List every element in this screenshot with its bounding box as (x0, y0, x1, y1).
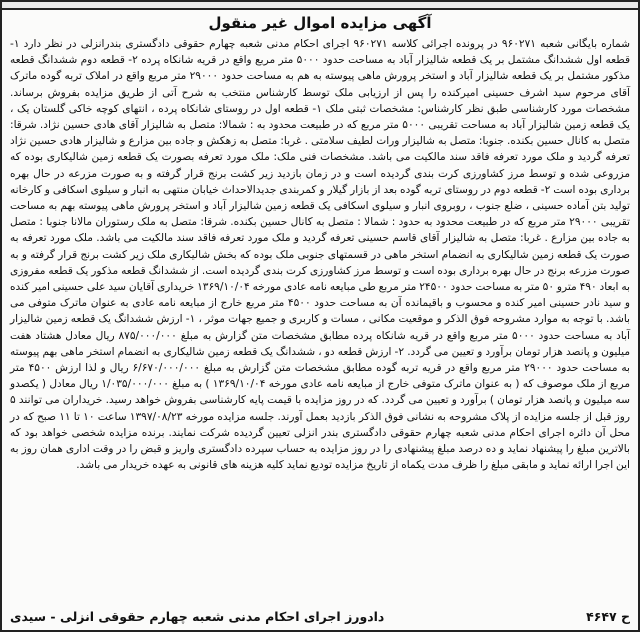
notice-signature: دادورز اجرای احکام مدنی شعبه چهارم حقوقی انزلی - سیدی (10, 609, 385, 624)
top-rule (2, 2, 638, 10)
notice-body (2, 36, 638, 473)
notice-code: ح ۴۶۴۷ (586, 609, 630, 624)
notice-footer (10, 608, 630, 626)
notice-paragraph: شماره بایگانی شعبه ۹۶۰۲۷۱ در پرونده اجرائی کلاسه ۹۶۰۲۷۱ اجرای احکام مدنی شعبه چهارم حقوقی دادگستری بندرانزلی در نظر دارد ۱- قطعه اول ششدانگ مشتمل بر یک قطعه شالیزار آباد به مساحت حدود ۵۰۰۰ متر مربع واقع در قریه شانکاه پرده ۲- قطعه دوم ششدانگ قطعه مذکور مشتمل بر یک قطعه شالیزار آباد و استخر پرورش ماهی پیوسته به هم به مساحت حدود ۲۹۰۰۰ متر مربع واقع در املاک تربه گوده ماترک آقای مرحوم سید اشرف حسینی امیرکنده را پس از ارزیابی ملک توسط کارشناس منتخب به شرح آتی از طریق مزایده بفروش برساند. مشخصات مورد کارشناسی طبق نظر کارشناس: مشخصات ثبتی ملک ۱- قطعه اول در روستای شانکاه پرده ، انتهای کوچه خاکی گلستان یک ، یک قطعه زمین شالیزار آباد به مساحت تقریبی ۵۰۰۰ متر مربع که در طبیعت محدود به : شمالا: متصل به شالیزار آقای هادی حسین نژاد. شرقا: متصل به کانال حسین بکنده. جنوبا: متصل به شالیزار ورات لطیف سلامتی . غربا: متصل به زهکش و جاده بین مزارع و شالیزار هادی حسین نژاد تعرفه گردید و ملک مورد تعرفه فاقد سند مالکیت می باشد. مشخصات فنی ملک: ملک مورد تعرفه بصورت یک قطعه زمین شالیکاری بوده که مزروعی شده و توسط مرز کشاورزی کرت بندی گردیده است و در زمان بازدید زیر کشت برنج قرار گرفته و به صورت مزرعه در حال بهره برداری بوده است ۲- قطعه دوم در روستای تربه گوده بعد از بازار گیلار و کمربندی جدیدالاحداث خیابان منتهی به انبار و سیلوی اسکافی و کارخانه تولید بتن آماده حسینی ، ضلع جنوب ، روبروی انبار و سیلوی اسکافی یک قطعه زمین شالیزار آباد و استخر پرورش ماهی پیوسته بهم به مساحت تقریبی ۲۹۰۰۰ متر مربع که در طبیعت محدود به حدود : شمالا : متصل به کانال حسین بکنده. شرقا: متصل به ملک رستوران مالانا جنوبا : متصل به جاده بین مزارع . غربا: متصل به شالیزار آقای قاسم حسینی تعرفه گردید و ملک مورد تعرفه فاقد سند مالکیت می باشد. ملک مورد تعرفه به صورت یک قطعه زمین شالیکاری به انضمام استخر ماهی در قسمتهای جنوبی ملک بوده که بخش شالیکاری ملک زیر کشت برنج قرار گرفته و به صورت مزرعه برنج در حال بهره برداری بوده است و توسط مرز کشاورزی کرت بندی گردیده است. از ششدانگ قطعه مذکور یک قطعه مفروزی به ابعاد ۴۹۰ مترو ۵۰ متر به مساحت حدود ۲۴۵۰۰ متر مربع طی مبایعه نامه عادی مورخه ۱۳۶۹/۱۰/۰۴ خریداری آقایان سید علی حسینی امیر کنده و سید نادر حسینی امیر کنده و محسوب و باقیمانده آن به مساحت حدود ۴۵۰۰ متر مربع خارج از مبایعه نامه عادی به عنوان ماترک متوفی می باشد. با توجه به موارد مشروحه فوق الذکر و موقعیت مکانی ، مسات و کاربری و جمیع جهات موثر ، ۱- ارزش ششدانگ یک قطعه زمین شالیزار آباد به مساحت حدود ۵۰۰۰ متر مربع واقع در قریه شانکاه پرده مطابق مشخصات متن گزارش به مبلغ ۸۷۵/۰۰۰/۰۰۰ ریال معادل هشتاد هفت میلیون و پانصد هزار تومان برآورد و تعیین می گردد. ۲- ارزش قطعه دو ، ششدانگ یک قطعه زمین شالیکاری به انضمام استخر ماهی بهم پیوسته به مساحت حدود ۲۹۰۰۰ متر مربع واقع در قریه تربه گوده مطابق مشخصات متن گزارش به مبلغ ۶/۶۷۰/۰۰۰/۰۰۰ ریال و لذا ارزش ۴۵۰۰ متر مربع از ملک موصوف که ( به عنوان ماترک متوفی خارج از مبایعه نامه عادی مورخه ۱۳۶۹/۱۰/۰۴ ) به مبلغ ۱/۰۳۵/۰۰۰/۰۰۰ ریال معادل ( یکصدو سه میلیون و پانصد هزار تومان ) برآورد و تعیین می گردد. که در روز مزایده با قیمت پایه کارشناسی بفروش خواهد رسید. خریداران می توانند ۵ روز قبل از جلسه مزایده از پلاک مشروحه به نشانی فوق الذکر بازدید بعمل آورند. جلسه مزایده مورخه ۱۳۹۷/۰۸/۲۳ ساعت ۱۰ تا ۱۱ صبح که در محل آن دائره اجرای احکام مدنی شعبه چهارم حقوقی دادگستری بندر انزلی تعیین گردیده شرکت نمایند. برنده مزایده شخصی خواهد بود که بالاترین مبلغ را پیشنهاد نماید و ده درصد مبلغ پیشنهادی را در روز مزایده به حساب سپرده دادگستری واریز و قبض را در وقت اداری همان روز به این اجرا ارائه نماید و مابقی مبلغ را ظرف مدت یکماه از تاریخ مزایده تودیع نماید کلیه هزینه های قانونی به عهده خریدار می باشد. (10, 38, 631, 472)
notice-title: آگهی مزایده اموال غیر منقول (208, 14, 432, 32)
